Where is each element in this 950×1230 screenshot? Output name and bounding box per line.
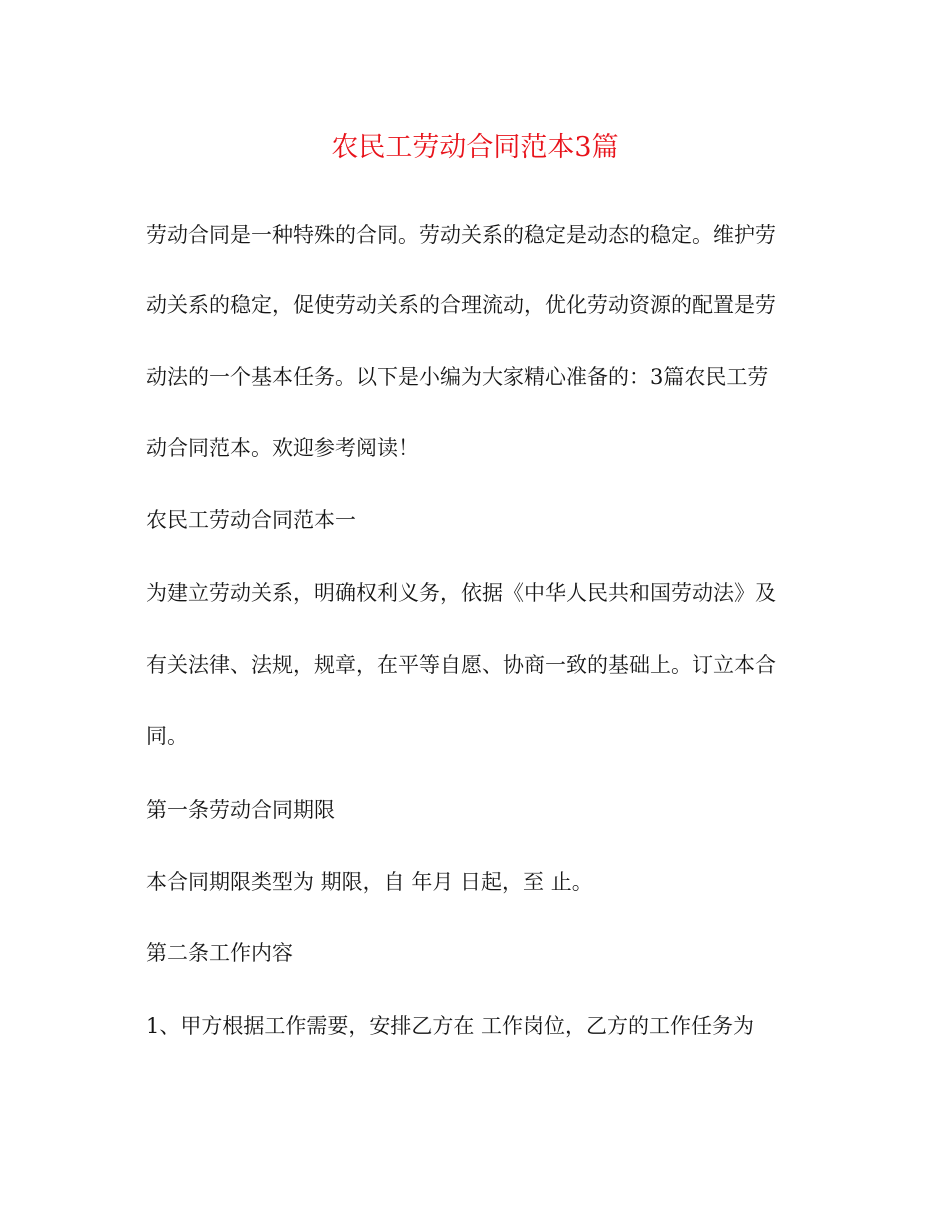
document-title: 农民工劳动合同范本3篇	[331, 132, 619, 163]
paragraph-line: 有关法律、法规，规章，在平等自愿、协商一致的基础上。订立本合	[146, 653, 776, 677]
paragraph-line: 动合同范本。欢迎参考阅读！	[146, 436, 419, 460]
section-heading: 农民工劳动合同范本一	[146, 508, 356, 532]
paragraph-line: 1、甲方根据工作需要，安排乙方在 工作岗位，乙方的工作任务为	[146, 1014, 755, 1038]
paragraph-line: 动法的一个基本任务。以下是小编为大家精心准备的：3篇农民工劳	[146, 365, 769, 389]
paragraph-line: 本合同期限类型为 期限，自 年月 日起，至 止。	[146, 870, 593, 894]
article-heading: 第一条劳动合同期限	[146, 798, 335, 822]
paragraph-line: 动关系的稳定，促使劳动关系的合理流动，优化劳动资源的配置是劳	[146, 293, 776, 317]
article-heading: 第二条工作内容	[146, 941, 293, 965]
paragraph-line: 劳动合同是一种特殊的合同。劳动关系的稳定是动态的稳定。维护劳	[146, 223, 776, 247]
paragraph-line: 同。	[146, 724, 188, 748]
paragraph-line: 为建立劳动关系，明确权利义务，依据《中华人民共和国劳动法》及	[146, 581, 776, 605]
